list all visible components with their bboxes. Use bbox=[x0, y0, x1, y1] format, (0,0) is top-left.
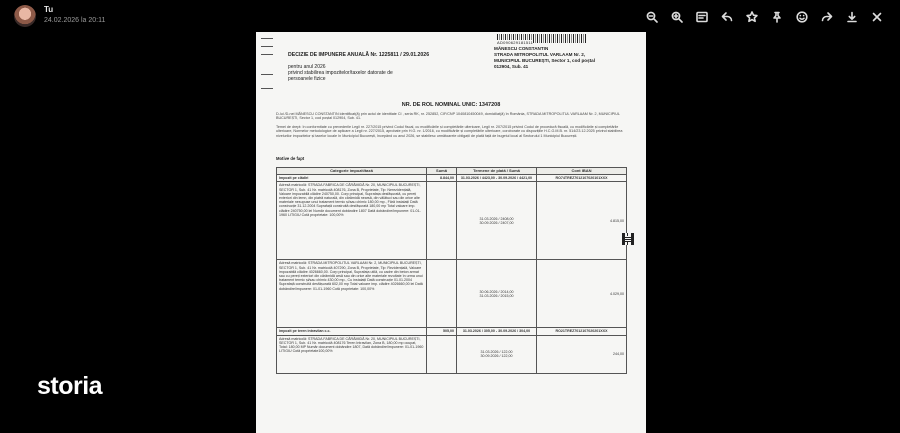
table-header: Termene de plată / Sumă bbox=[457, 168, 537, 175]
motive-label: Motive de fapt bbox=[276, 156, 305, 161]
empty-cell bbox=[427, 335, 457, 373]
decision-subtitle: pentru anul 2026 privind stabilirea impozitelor/taxelor datorate de persoanele fizice bbox=[288, 64, 393, 82]
zoom-in-icon[interactable] bbox=[668, 9, 686, 25]
close-icon[interactable] bbox=[868, 9, 886, 25]
avatar[interactable] bbox=[14, 5, 36, 27]
sender-name: Tu bbox=[44, 5, 54, 14]
table-header-row bbox=[277, 168, 627, 175]
legal-basis-paragraph: Temei de drept: în conformitate cu prevederile Legii nr. 227/2015 privind Codul fiscal, cu modificările și completările ulterioare, Legii nr. 207/2015 privind Codul de procedură fiscală, cu modificările și completările ulterioare, Normelor metodologice de aplicare a Legii nr. 227/2015, aprobate prin H.G. nr. 1/2016, cu modificările și completările ulterioare, coroborate cu dispozițiile H.C.G.M.B. nr. 514/23.12.2025 privind stabilirea nivelurilor impozitelor și taxelor locale în Municipiul București, începând cu anul 2026, se stabilesc următoarele obligații de plată față de bugetul local al Sectorului 1 Municipiul București. bbox=[276, 125, 623, 138]
table-header: Cont IBAN bbox=[537, 168, 627, 175]
reply-icon[interactable] bbox=[718, 9, 736, 25]
table-row bbox=[277, 182, 627, 260]
punch-mark bbox=[261, 88, 273, 89]
decision-title: DECIZIE DE IMPUNERE ANUALĂ Nr. 1225811 / 29.01.2026 bbox=[288, 52, 430, 58]
qr-code-icon bbox=[622, 233, 634, 245]
rol-number: NR. DE ROL NOMINAL UNIC: 1347208 bbox=[401, 102, 501, 108]
empty-cell bbox=[427, 260, 457, 328]
tax-table bbox=[276, 167, 627, 374]
forward-icon[interactable] bbox=[818, 9, 836, 25]
description-cell: Adresă matricolă: STRADA FABRICA DE CĂRĂMIDĂ Nr. 20, MUNICIPIUL BUCUREȘTI, SECTOR 1, Sub. 41 Nr. matricolă 408176, Zona B, Proprietate, Tip: Nerezidențială, Valoare impozabilă clădire 240750,00. Corp principal, Suprafața desfășurată, cu pereți exteriori din lemn, din piatră naturală, din cărămidă nearsă, din vălătuci sau din orice alte materiale nesupuse unui tratament termic și/sau chimic 180,00 mp., Fără instalații Dată construcție 31.12.2004 Suprafață construită desfășurată 180,00 mp Total valoare imp. clădire 240750,00 lei Număr document dobândire 1807 Dată dobândire/impunere: 01-01-1960 LITIGIU Cotă proprietate: 100,00% bbox=[277, 182, 427, 260]
punch-mark bbox=[261, 38, 273, 39]
terms-cell: 31.03.2026 / 2408,00 30.09.2026 / 2407,00 bbox=[457, 182, 537, 260]
sum-cell: 4.815,00 bbox=[537, 182, 627, 260]
category-cell: Impozit pe clădiri bbox=[277, 175, 427, 182]
punch-mark bbox=[261, 46, 273, 47]
sum-cell: 4.029,00 bbox=[537, 260, 627, 328]
pin-icon[interactable] bbox=[768, 9, 786, 25]
document-image[interactable] bbox=[256, 32, 646, 433]
iban-cell: RO21TREZ7012107020201XXX bbox=[537, 328, 627, 335]
iban-cell: RO74TREZ7012107020101XXX bbox=[537, 175, 627, 182]
intro-paragraph: D-lui /D-nei MĂNESCU CONSTANTIN identificat(ă) prin actul de identitate CI , seria RK, nr. 252852, CIF/CNP 1040810450049, domiciliat(ă) în România, STRADA MITROPOLITUL VARLAAM Nr. 2, MUNICIPIUL BUCUREȘTI, Sector 1, cod poștal 012904, Sub. 41. bbox=[276, 112, 620, 121]
table-row bbox=[277, 175, 627, 182]
table-row bbox=[277, 260, 627, 328]
terms-cell: 31.03.2026 / 4423,00 - 30.09.2026 / 4421,00 bbox=[457, 175, 537, 182]
emoji-icon[interactable] bbox=[793, 9, 811, 25]
barcode-number: AD090629181511 bbox=[497, 40, 534, 45]
table-row bbox=[277, 335, 627, 373]
viewer-toolbar bbox=[643, 9, 886, 25]
punch-mark bbox=[261, 74, 273, 75]
empty-cell bbox=[427, 182, 457, 260]
terms-cell: 31.03.2026 / 305,00 - 30.09.2026 / 304,00 bbox=[457, 328, 537, 335]
zoom-out-icon[interactable] bbox=[643, 9, 661, 25]
terms-cell: 30.06.2026 / 2014,00 31.03.2026 / 2015,00 bbox=[457, 260, 537, 328]
table-header: Sumă bbox=[427, 168, 457, 175]
description-cell: Adresă matricolă: STRADA FABRICA DE CĂRĂMIDĂ Nr. 20, MUNICIPIUL BUCUREȘTI, SECTOR 1, Sub. 41 Nr. matricolă 408176 Teren Intravilan, Zona B, 180,00 mp ocupat, Total: 180,00 MP Număr document dobândire 1807, Dată dobândire/impunere: 01-01-1960 LITIGIU Cotă proprietate100,00% bbox=[277, 335, 427, 373]
terms-cell: 31.03.2026 / 122,00 30.09.2026 / 122,00 bbox=[457, 335, 537, 373]
sum-cell: 8.844,00 bbox=[427, 175, 457, 182]
punch-mark bbox=[261, 54, 273, 55]
description-cell: Adresă matricolă: STRADA MITROPOLITUL VARLAAM Nr. 2, MUNICIPIUL BUCUREȘTI, SECTOR 1, Sub. 41 Nr. matricolă 407290, Zona B, Proprietate, Tip: Rezidențială, Valoare impozabilă clădire 4026660,00. Corp principal, Suprafața utilă, cu cadre din beton armat sau cu pereți exteriori din cărămidă arsă sau din orice alte materiale rezultate în urma unui tratament termic și/sau chimic 430,00 mp., Cu instalații Dată construcție 01.01.2004 Suprafață construită desfășurată 602,00 mp Total valoare imp. clădire 4026660,00 lei Dată dobândire/impunere: 01-01-1960 Cotă proprietate: 100,00% bbox=[277, 260, 427, 328]
sum-cell: 244,00 bbox=[537, 335, 627, 373]
storia-logo: storia bbox=[37, 372, 103, 400]
addressee-block: MĂNESCU CONSTANTIN STRADA MITROPOLITUL VARLAAM Nr. 2, MUNICIPIUL BUCUREȘTI, Sector 1, cod poștal 012904, Sub. 41 bbox=[494, 46, 595, 69]
sum-cell: 505,00 bbox=[427, 328, 457, 335]
category-cell: Impozit pe teren intravilan c.c. bbox=[277, 328, 427, 335]
star-icon[interactable] bbox=[743, 9, 761, 25]
download-icon[interactable] bbox=[843, 9, 861, 25]
message-timestamp: 24.02.2026 la 20:11 bbox=[44, 17, 106, 24]
table-row bbox=[277, 328, 627, 335]
caption-icon[interactable] bbox=[693, 9, 711, 25]
viewer-top-bar bbox=[0, 0, 900, 34]
table-header: Categorie impozit/taxă bbox=[277, 168, 427, 175]
